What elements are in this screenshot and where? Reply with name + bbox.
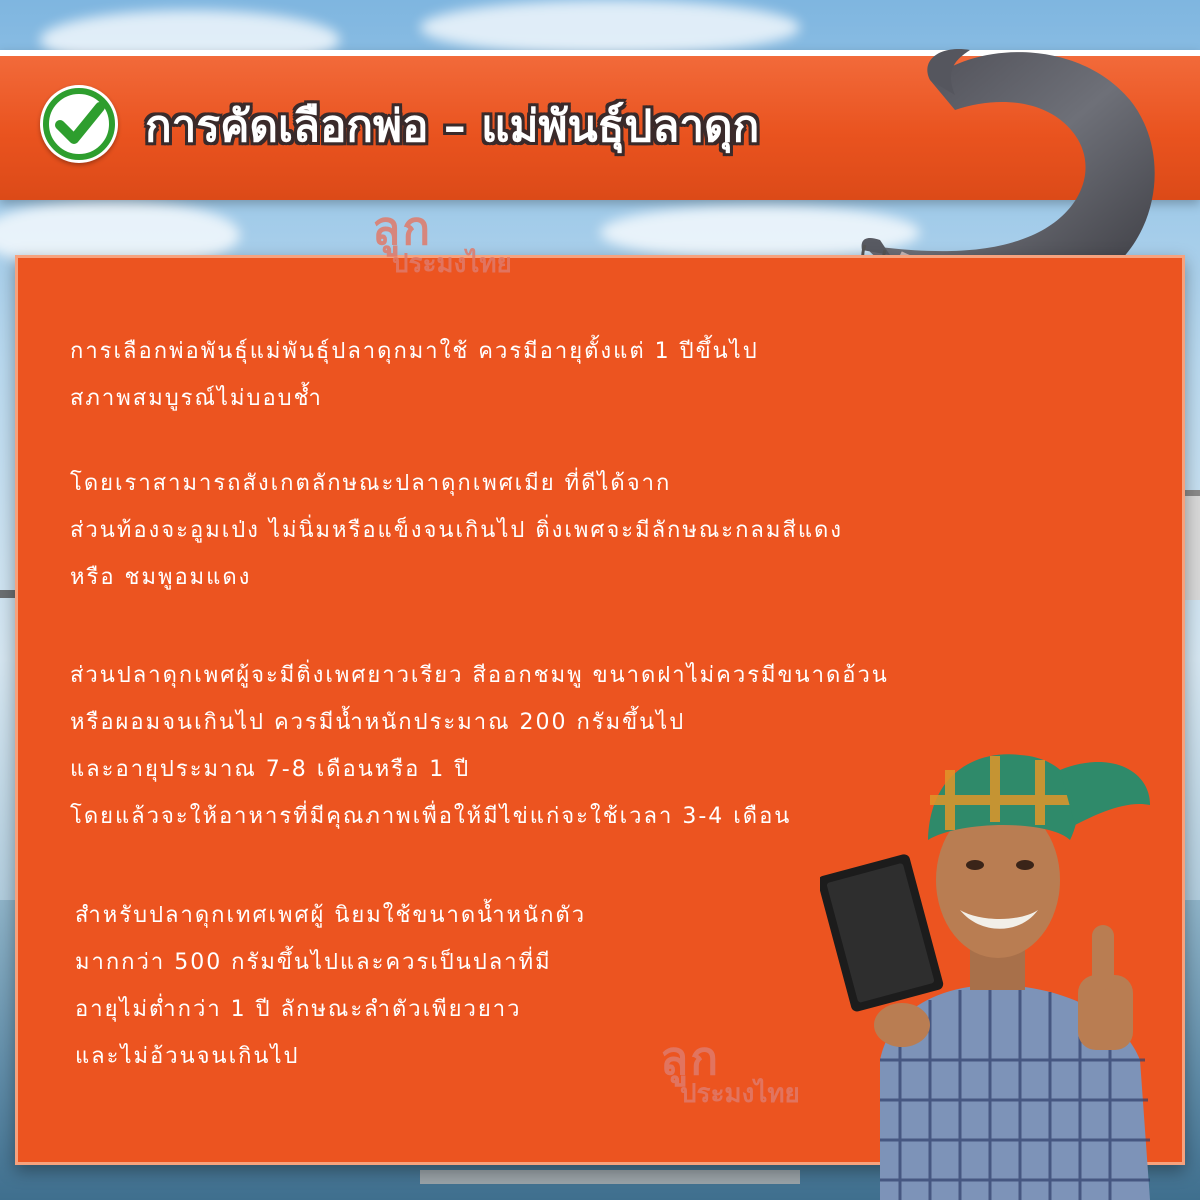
paragraph-line: หรือ ชมพูอมแดง bbox=[70, 565, 252, 590]
paragraph-line: สภาพสมบูรณ์ไม่บอบช้ำ bbox=[70, 386, 323, 411]
paragraph-line: และอายุประมาณ 7-8 เดือนหรือ 1 ปี bbox=[70, 757, 471, 782]
farmer-thumbs-up-icon bbox=[820, 730, 1200, 1200]
logo-bottom-text: ประมงไทย bbox=[392, 249, 512, 279]
logo-watermark bbox=[372, 201, 512, 279]
paragraph-line: อายุไม่ต่ำกว่า 1 ปี ลักษณะลำตัวเพียวยาว bbox=[75, 997, 522, 1022]
logo-top-text: ลูก bbox=[660, 1031, 721, 1085]
paragraph-line: มากกว่า 500 กรัมขึ้นไปและควรเป็นปลาที่มี bbox=[75, 950, 552, 975]
paragraph-line: ส่วนปลาดุกเพศผู้จะมีติ่งเพศยาวเรียว สีออกชมพู ขนาดฝาไม่ควรมีขนาดอ้วน bbox=[70, 663, 889, 688]
paragraph-4 bbox=[75, 892, 586, 1080]
cloud bbox=[420, 0, 800, 55]
paragraph-line: การเลือกพ่อพันธุ์แม่พันธุ์ปลาดุกมาใช้ ควรมีอายุตั้งแต่ 1 ปีขึ้นไป bbox=[70, 339, 759, 364]
paragraph-3 bbox=[70, 652, 889, 840]
check-circle-icon bbox=[40, 85, 118, 163]
fish-raft bbox=[420, 1170, 800, 1184]
paragraph-line: หรือผอมจนเกินไป ควรมีน้ำหนักประมาณ 200 กรัมขึ้นไป bbox=[70, 710, 686, 735]
fish-raft bbox=[0, 590, 15, 598]
paragraph-line: ส่วนท้องจะอูมเป่ง ไม่นิ่มหรือแข็งจนเกินไป ติ่งเพศจะมีลักษณะกลมสีแดง bbox=[70, 518, 844, 543]
paragraph-line: โดยเราสามารถสังเกตลักษณะปลาดุกเพศเมีย ที่ดีได้จาก bbox=[70, 471, 672, 496]
logo-bottom-text: ประมงไทย bbox=[680, 1079, 800, 1109]
floating-house bbox=[1185, 490, 1200, 600]
paragraph-line: โดยแล้วจะให้อาหารที่มีคุณภาพเพื่อให้มีไข่แก่จะใช้เวลา 3-4 เดือน bbox=[70, 804, 792, 829]
paragraph-line: สำหรับปลาดุกเทศเพศผู้ นิยมใช้ขนาดน้ำหนักตัว bbox=[75, 903, 587, 928]
paragraph-2 bbox=[70, 460, 843, 601]
paragraph-line: และไม่อ้วนจนเกินไป bbox=[75, 1044, 300, 1069]
page-title: การคัดเลือกพ่อ – แม่พันธุ์ปลาดุก bbox=[145, 101, 760, 152]
logo-top-text: ลูก bbox=[372, 201, 433, 255]
logo-watermark bbox=[660, 1031, 800, 1109]
paragraph-1 bbox=[70, 328, 759, 422]
